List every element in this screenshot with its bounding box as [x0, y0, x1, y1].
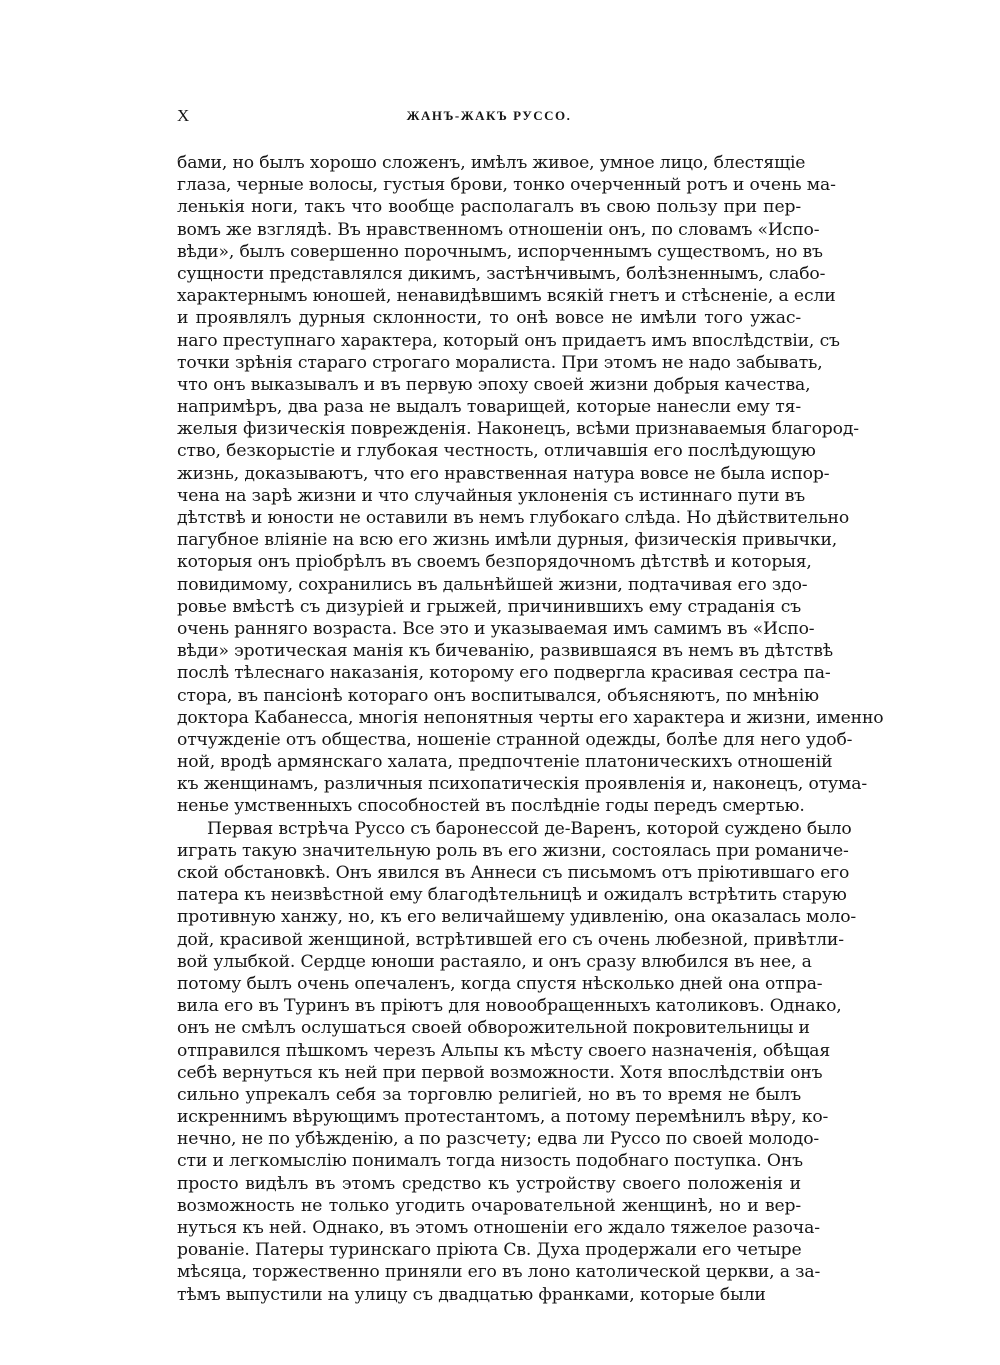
text-line: играть такую значительную роль въ его жизни, состоялась при романиче-	[177, 840, 849, 861]
text-line: повидимому, сохранились въ дальнѣйшей жизни, подтачивая его здо-	[177, 574, 808, 595]
text-line: дѣтствѣ и юности не оставили въ немъ глубокаго слѣда. Но дѣйствительно	[177, 508, 850, 528]
text-line: очень ранняго возраста. Все это и указываемая имъ самимъ въ «Испо-	[177, 618, 815, 639]
text-line: глаза, черные волосы, густыя брови, тонко очерченный ротъ и очень ма-	[177, 175, 836, 196]
text-line: что онъ выказывалъ и въ первую эпоху своей жизни добрыя качества,	[177, 374, 811, 395]
text-line: отчужденіе отъ общества, ношеніе странной одежды, болѣе для него удоб-	[177, 729, 853, 750]
text-line: возможность не только угодить очаровательной женщинѣ, но и вер-	[177, 1195, 801, 1216]
text-line: стора, въ пансіонѣ котораго онъ воспитывался, объясняютъ, по мнѣнію	[177, 685, 819, 706]
text-line: которыя онъ пріобрѣлъ въ своемъ безпорядочномъ дѣтствѣ и которыя,	[177, 552, 812, 573]
text-line: желыя физическія поврежденія. Наконецъ, всѣми признаваемыя благород-	[177, 419, 859, 440]
text-line: потому былъ очень опечаленъ, когда спустя нѣсколько дней она отпра-	[177, 973, 823, 994]
running-title: ЖАНЪ-ЖАКЪ РУССО.	[406, 108, 572, 123]
text-line: жизнь, доказываютъ, что его нравственная натура вовсе не была испор-	[177, 463, 830, 484]
text-line: отправился пѣшкомъ черезъ Альпы къ мѣсту своего назначенія, обѣщая	[177, 1040, 831, 1061]
text-line: вила его въ Туринъ въ пріютъ для новообращенныхъ католиковъ. Однако,	[177, 996, 842, 1017]
text-line: точки зрѣнія стараго строгаго моралиста. При этомъ не надо забывать,	[177, 352, 823, 373]
text-line: нечно, не по убѣжденію, а по разсчету; едва ли Руссо по своей молодо-	[177, 1129, 820, 1150]
text-line: вомъ же взглядѣ. Въ нравственномъ отношеніи онъ, по словамъ «Испо-	[177, 219, 820, 240]
text-line: искреннимъ вѣрующимъ протестантомъ, а потому перемѣнилъ вѣру, ко-	[177, 1107, 829, 1128]
text-line: ровье вмѣстѣ съ дизуріей и грыжей, причинившихъ ему страданія съ	[177, 596, 801, 617]
text-line: бами, но былъ хорошо сложенъ, имѣлъ живое, умное лицо, блестящіе	[177, 153, 806, 173]
text-line: къ женщинамъ, различныя психопатическія проявленія и, наконецъ, отума-	[177, 774, 867, 795]
text-line: вѣди» эротическая манія къ бичеванію, развившаяся въ немъ въ дѣтствѣ	[177, 641, 833, 662]
text-line: себѣ вернуться къ ней при первой возможности. Хотя впослѣдствіи онъ	[177, 1062, 823, 1083]
text-line: напримѣръ, два раза не выдалъ товарищей, которые нанесли ему тя-	[177, 397, 801, 418]
text-line: и проявлялъ дурныя склонности, то онѣ вовсе не имѣли того ужас-	[177, 308, 801, 329]
text-line: просто видѣлъ въ этомъ средство къ устройству своего положенія и	[177, 1173, 801, 1194]
text-line: ство, безкорыстіе и глубокая честность, отличавшія его послѣдующую	[177, 441, 816, 462]
paragraph	[177, 152, 884, 818]
text-line: патера къ неизвѣстной ему благодѣтельницѣ и ожидалъ встрѣтить старую	[177, 885, 847, 906]
text-line: послѣ тѣлеснаго наказанія, которому его подвергла красивая сестра па-	[177, 663, 831, 684]
text-line: вой улыбкой. Сердце юноши растаяло, и онъ сразу влюбился въ нее, а	[177, 951, 812, 972]
text-line: пагубное вліяніе на всю его жизнь имѣли дурныя, физическія привычки,	[177, 530, 838, 551]
paragraphs	[177, 152, 884, 1306]
body-text	[177, 152, 884, 1306]
text-line: сти и легкомыслію понималъ тогда низость подобнаго поступка. Онъ	[177, 1151, 803, 1172]
text-line: дой, красивой женщиной, встрѣтившей его съ очень любезной, привѣтли-	[177, 929, 844, 950]
text-line: чена на зарѣ жизни и что случайныя уклоненія съ истиннаго пути въ	[177, 485, 806, 506]
text-line: доктора Кабанесса, многія непонятныя черты его характера и жизни, именно	[177, 707, 884, 728]
text-line: вѣди», былъ совершенно порочнымъ, испорченнымъ существомъ, но въ	[177, 241, 823, 262]
text-line: тѣмъ выпустили на улицу съ двадцатью франками, которые были	[177, 1284, 766, 1305]
text-line: рованіе. Патеры туринскаго пріюта Св. Духа продержали его четыре	[177, 1240, 802, 1261]
text-line: характернымъ юношей, ненавидѣвшимъ всякій гнетъ и стѣсненіе, а если	[177, 286, 836, 307]
paragraph	[177, 818, 857, 1306]
text-line: сущности представлялся дикимъ, застѣнчивымъ, болѣзненнымъ, слабо-	[177, 263, 826, 284]
text-line: ной, вродѣ армянскаго халата, предпочтеніе платоническихъ отношеній	[177, 752, 833, 773]
text-line: ской обстановкѣ. Онъ явился въ Аннеси съ письмомъ отъ пріютившаго его	[177, 863, 850, 883]
text-line: нуться къ ней. Однако, въ этомъ отношеніи его ждало тяжелое разоча-	[177, 1218, 820, 1238]
text-line: Первая встрѣча Руссо съ баронессой де-Варенъ, которой суждено было	[207, 818, 852, 839]
page-number: X	[177, 106, 191, 125]
text-line: мѣсяца, торжественно приняли его въ лоно католической церкви, а за-	[177, 1262, 821, 1283]
running-header	[177, 106, 801, 130]
text-line: противную ханжу, но, къ его величайшему удивленію, она оказалась моло-	[177, 907, 857, 928]
text-line: ленькія ноги, такъ что вообще располагалъ въ свою пользу при пер-	[177, 197, 801, 218]
text-line: ненье умственныхъ способностей въ послѣдніе годы передъ смертью.	[177, 796, 805, 817]
text-line: сильно упрекалъ себя за торговлю религіей, но въ то время не былъ	[177, 1084, 801, 1105]
text-line: онъ не смѣлъ ослушаться своей обворожительной покровительницы и	[177, 1018, 810, 1039]
text-line: наго преступнаго характера, который онъ придаетъ имъ впослѣдствіи, съ	[177, 330, 840, 351]
